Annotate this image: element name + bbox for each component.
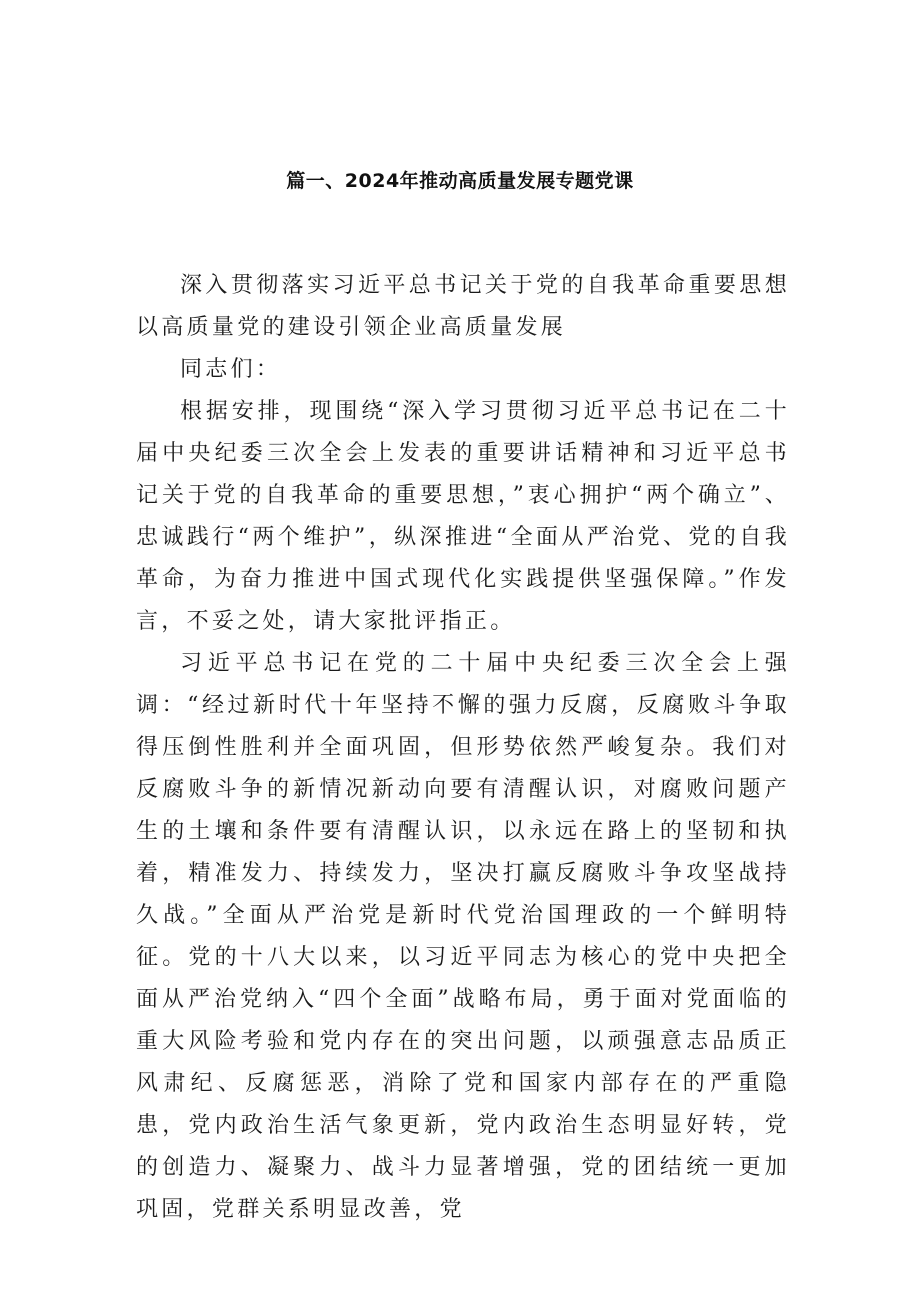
document-title: 篇一、2024年推动高质量发展专题党课 — [286, 170, 634, 192]
body-paragraph: 习近平总书记在党的二十届中央纪委三次全会上强调：“经过新时代十年坚持不懈的强力反腐，反腐败斗争取得压倒性胜利并全面巩固，但形势依然严峻复杂。我们对反腐败斗争的新情况新动向要有清醒认识，对腐败问题产生的土壤和条件要有清醒认识，以永远在路上的坚韧和执着，精准发力、持续发力，坚决打赢反腐败斗争攻坚战持久战。”全面从严治党是新时代党治国理政的一个鲜明特征。党的十八大以来，以习近平同志为核心的党中央把全面从严治党纳入“四个全面”战略布局，勇于面对党面临的重大风险考验和党内存在的突出问题，以顽强意志品质正风肃纪、反腐惩恶，消除了党和国家内部存在的严重隐患，党内政治生活气象更新，党内政治生态明显好转，党的创造力、凝聚力、战斗力显著增强，党的团结统一更加巩固，党群关系明显改善，党 — [136, 651, 790, 1222]
document-body — [136, 265, 790, 1231]
subtitle-paragraph: 深入贯彻落实习近平总书记关于党的自我革命重要思想以高质量党的建设引领企业高质量发展 — [136, 273, 790, 340]
body-paragraph: 根据安排，现围绕“深入学习贯彻习近平总书记在二十届中央纪委三次全会上发表的重要讲话精神和习近平总书记关于党的自我革命的重要思想，”衷心拥护“两个确立”、忠诚践行“两个维护”，纵深推进“全面从严治党、党的自我革命，为奋力推进中国式现代化实践提供坚强保障。”作发言，不妥之处，请大家批评指正。 — [136, 399, 790, 634]
salutation-paragraph: 同志们： — [180, 357, 282, 382]
